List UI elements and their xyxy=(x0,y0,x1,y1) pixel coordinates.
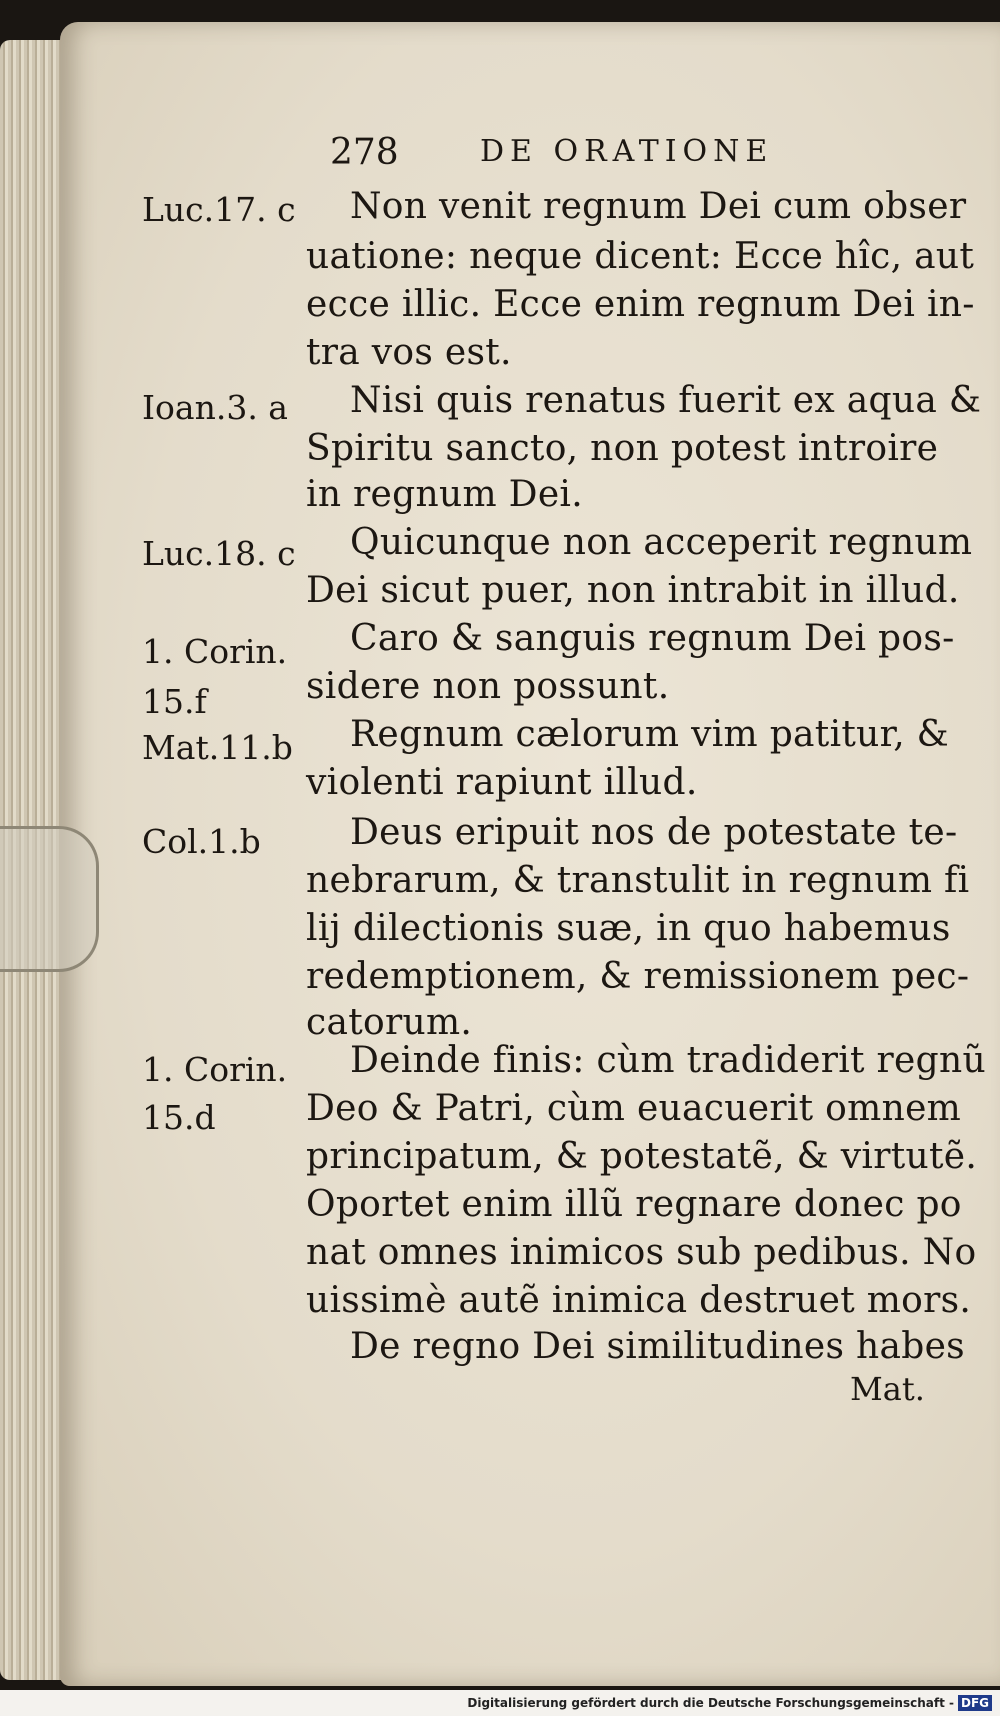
text-line: sidere non possunt. xyxy=(306,666,670,707)
text-line: tra vos est. xyxy=(306,332,512,373)
text-line: uatione: neque dicent: Ecce hîc, aut xyxy=(306,236,975,277)
dfg-logo: DFG xyxy=(958,1695,992,1711)
page-header xyxy=(330,132,850,182)
text-line: violenti rapiunt illud. xyxy=(306,762,698,803)
page-clip xyxy=(0,826,99,972)
text-line: nat omnes inimicos sub pedibus. No xyxy=(306,1232,977,1273)
text-line: Regnum cælorum vim patitur, & xyxy=(350,714,950,755)
footer-text: Digitalisierung gefördert durch die Deutsche Forschungsgemeinschaft - xyxy=(467,1696,954,1710)
margin-ref: Luc.18. c xyxy=(142,534,296,573)
text-line: De regno Dei similitudines habes xyxy=(350,1326,965,1367)
text-line: principatum, & potestatẽ, & virtutẽ. xyxy=(306,1136,978,1177)
text-line: Dei sicut puer, non intrabit in illud. xyxy=(306,570,960,611)
text-line: Deo & Patri, cùm euacuerit omnem xyxy=(306,1088,962,1129)
text-line: Deinde finis: cùm tradiderit regnũ xyxy=(350,1040,986,1081)
text-line: Oportet enim illũ regnare donec po xyxy=(306,1184,962,1225)
margin-ref: Ioan.3. a xyxy=(142,388,288,427)
text-line: Non venit regnum Dei cum obser xyxy=(350,186,967,227)
margin-ref: Luc.17. c xyxy=(142,190,296,229)
margin-ref: 1. Corin. xyxy=(142,632,288,671)
margin-ref: 15.f xyxy=(142,682,207,721)
text-line: in regnum Dei. xyxy=(306,474,583,515)
margin-ref: 15.d xyxy=(142,1098,216,1137)
margin-ref: 1. Corin. xyxy=(142,1050,288,1089)
running-head: DE ORATIONE xyxy=(480,134,774,169)
page-number: 278 xyxy=(330,132,399,173)
text-line: ecce illic. Ecce enim regnum Dei in- xyxy=(306,284,975,325)
digitization-footer xyxy=(0,1690,1000,1716)
text-line: Spiritu sancto, non potest introire xyxy=(306,428,939,469)
text-line: lij dilectionis suæ, in quo habemus xyxy=(306,908,951,949)
text-line: Deus eripuit nos de potestate te- xyxy=(350,812,958,853)
text-line: Caro & sanguis regnum Dei pos- xyxy=(350,618,955,659)
text-line: catorum. xyxy=(306,1002,473,1043)
text-line: nebrarum, & transtulit in regnum fi xyxy=(306,860,970,901)
catchword: Mat. xyxy=(850,1370,925,1408)
margin-ref: Mat.11.b xyxy=(142,728,293,767)
text-line: Nisi quis renatus fuerit ex aqua & xyxy=(350,380,982,421)
text-line: Quicunque non acceperit regnum xyxy=(350,522,973,563)
text-line: redemptionem, & remissionem pec- xyxy=(306,956,970,997)
text-line: uissimè autẽ inimica destruet mors. xyxy=(306,1280,972,1321)
margin-ref: Col.1.b xyxy=(142,822,261,861)
